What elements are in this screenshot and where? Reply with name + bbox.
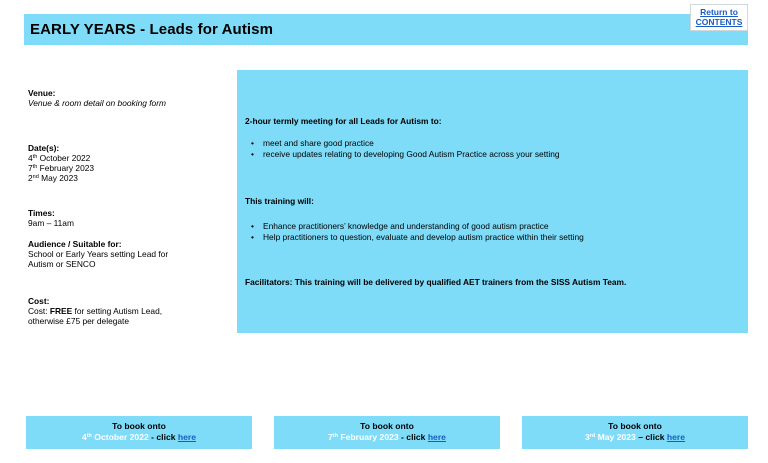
training-heading: This training will: <box>245 196 314 206</box>
course-info-panel <box>237 70 748 333</box>
facilitators-text: Facilitators: This training will be delivered by qualified AET trainers from the SISS Autism Team. <box>245 277 627 287</box>
audience-line: Autism or SENCO <box>28 259 96 269</box>
dates-label: Date(s): <box>28 143 60 153</box>
return-link-line1: Return to <box>700 7 738 17</box>
venue-value: Venue & room detail on booking form <box>28 98 166 108</box>
cost-line: Cost: FREE for setting Autism Lead, <box>28 306 163 316</box>
booking-title: To book onto <box>112 421 166 431</box>
intro-heading: 2-hour termly meeting for all Leads for Autism to: <box>245 116 442 126</box>
cost-line: otherwise £75 per delegate <box>28 316 130 326</box>
times-label: Times: <box>28 208 55 218</box>
return-link-line2: CONTENTS <box>695 17 743 27</box>
list-item: • meet and share good practice <box>251 138 560 149</box>
page-title: EARLY YEARS - Leads for Autism <box>30 21 274 38</box>
venue-label: Venue: <box>28 88 56 98</box>
booking-box-may <box>522 416 748 449</box>
date-line: 4th October 2022 <box>28 153 91 163</box>
list-item: • Enhance practitioners’ knowledge and understanding of good autism practice <box>251 221 584 232</box>
booking-box-october <box>26 416 252 449</box>
cost-label: Cost: <box>28 296 50 306</box>
list-item: • Help practitioners to question, evaluate and develop autism practice within their setting <box>251 232 584 243</box>
cost-section <box>28 296 228 326</box>
booking-link[interactable]: here <box>177 432 197 442</box>
audience-label: Audience / Suitable for: <box>28 239 122 249</box>
booking-line: 7th February 2023 - click here <box>328 432 446 442</box>
dates-section <box>28 143 228 183</box>
audience-line: School or Early Years setting Lead for <box>28 249 169 259</box>
booking-link[interactable]: here <box>427 432 446 442</box>
times-section <box>28 208 228 228</box>
intro-list <box>251 138 560 160</box>
booking-line: 3rd May 2023 – click here <box>584 432 686 442</box>
venue-section <box>28 88 228 108</box>
training-list <box>251 221 584 243</box>
list-item: • receive updates relating to developing Good Autism Practice across your setting <box>251 149 560 160</box>
audience-section <box>28 239 228 269</box>
return-to-contents-link[interactable] <box>690 4 748 31</box>
booking-title: To book onto <box>608 421 662 431</box>
booking-box-february <box>274 416 500 449</box>
booking-link[interactable]: here <box>666 432 686 442</box>
booking-title: To book onto <box>360 421 414 431</box>
header-bar <box>24 14 748 45</box>
date-line: 2nd May 2023 <box>28 173 78 183</box>
booking-line: 4th October 2022 - click here <box>81 432 197 442</box>
date-line: 7th February 2023 <box>28 163 95 173</box>
times-value: 9am – 11am <box>28 218 74 228</box>
